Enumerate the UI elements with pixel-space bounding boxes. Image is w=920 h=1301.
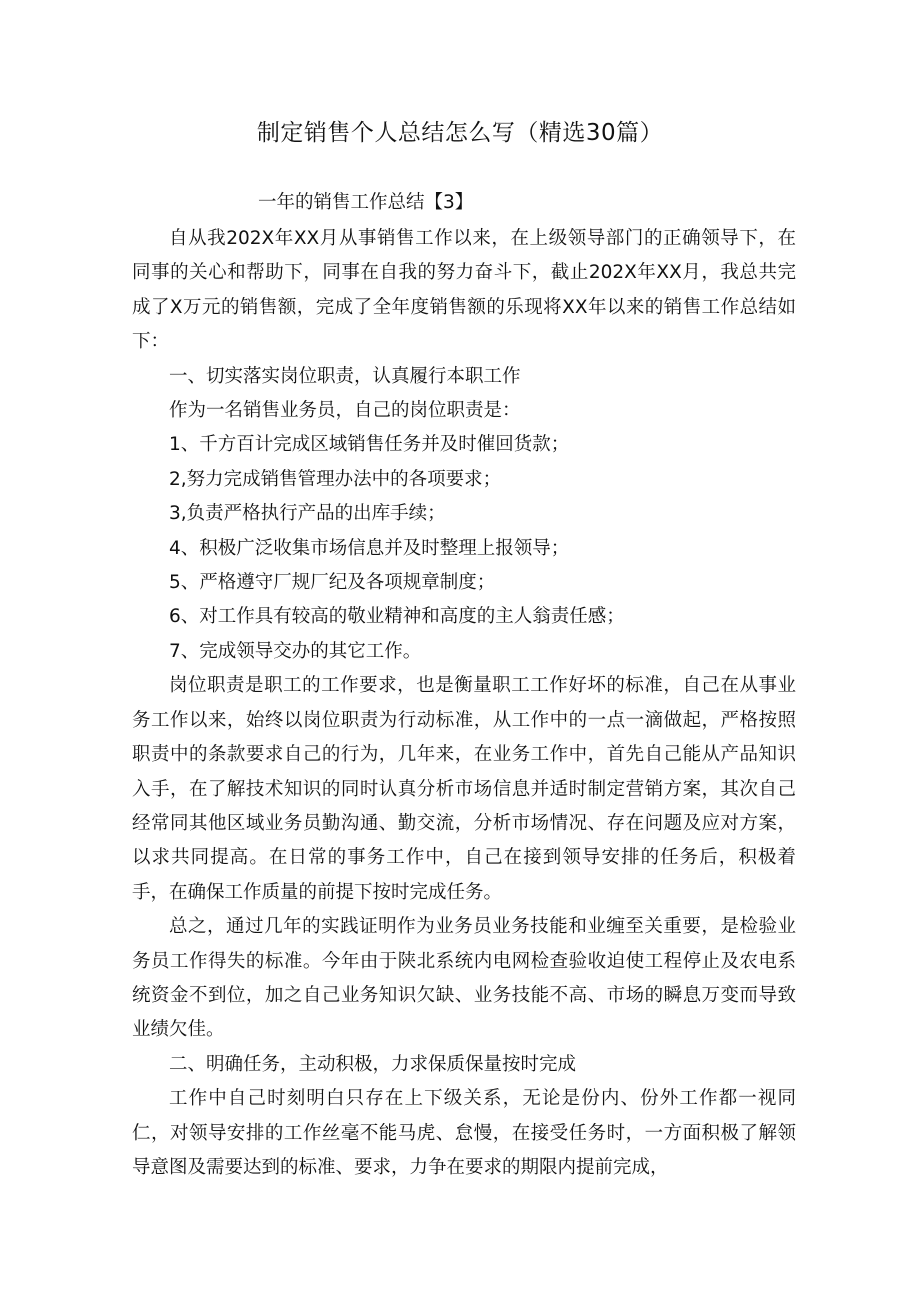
list-item-5: 5、严格遵守厂规厂纪及各项规章制度； bbox=[169, 572, 496, 594]
paragraph-duties-intro: 作为一名销售业务员，自己的岗位职责是： bbox=[169, 400, 521, 422]
document-subtitle: 一年的销售工作总结【3】 bbox=[258, 192, 474, 213]
list-item-7: 7、完成领导交办的其它工作。 bbox=[169, 640, 422, 662]
paragraph-intro: 自从我202X年XX月从事销售工作以来，在上级领导部门的正确领导下，在同事的关心和帮助下，同事在自我的努力奋斗下，截止202X年XX月，我总共完成了X万元的销售额，完成了全年度销售额的乐现将XX年以来的销售工作总结如下： bbox=[132, 228, 796, 353]
section-heading-1: 一、切实落实岗位职责，认真履行本职工作 bbox=[169, 365, 521, 387]
list-item-4: 4、积极广泛收集市场信息并及时整理上报领导； bbox=[169, 537, 570, 559]
paragraph-tasks: 工作中自己时刻明白只存在上下级关系，无论是份内、份外工作都一视同仁，对领导安排的工作丝毫不能马虎、怠慢，在接受任务时，一方面积极了解领导意图及需要达到的标准、要求，力争在要求的期限内提前完成， bbox=[132, 1088, 796, 1178]
list-item-3: 3,负责严格执行产品的出库手续； bbox=[169, 503, 446, 525]
list-item-1: 1、千方百计完成区域销售任务并及时催回货款； bbox=[169, 434, 570, 456]
list-item-6: 6、对工作具有较高的敬业精神和高度的主人翁责任感； bbox=[169, 606, 625, 628]
document-title: 制定销售个人总结怎么写（精选30篇） bbox=[256, 120, 664, 146]
list-item-2: 2,努力完成销售管理办法中的各项要求； bbox=[169, 468, 502, 490]
paragraph-summary: 总之，通过几年的实践证明作为业务员业务技能和业缠至关重要，是检验业务员工作得失的标准。今年由于陕北系统内电网检查验收迫使工程停止及农电系统资金不到位，加之自己业务知识欠缺、业务技能不高、市场的瞬息万变而导致业绩欠佳。 bbox=[132, 916, 796, 1041]
document-body bbox=[132, 222, 796, 1185]
section-heading-2: 二、明确任务，主动积极，力求保质保量按时完成 bbox=[169, 1053, 577, 1075]
paragraph-duties-body: 岗位职责是职工的工作要求，也是衡量职工工作好坏的标准，自己在从事业务工作以来，始终以岗位职责为行动标准，从工作中的一点一滴做起，严格按照职责中的条款要求自己的行为，几年来，在业务工作中，首先自己能从产品知识入手，在了解技术知识的同时认真分析市场信息并适时制定营销方案，其次自己经常同其他区域业务员勤沟通、勤交流，分析市场情况、存在问题及应对方案，以求共同提高。在日常的事务工作中，自己在接到领导安排的任务后，积极着手，在确保工作质量的前提下按时完成任务。 bbox=[132, 675, 796, 903]
